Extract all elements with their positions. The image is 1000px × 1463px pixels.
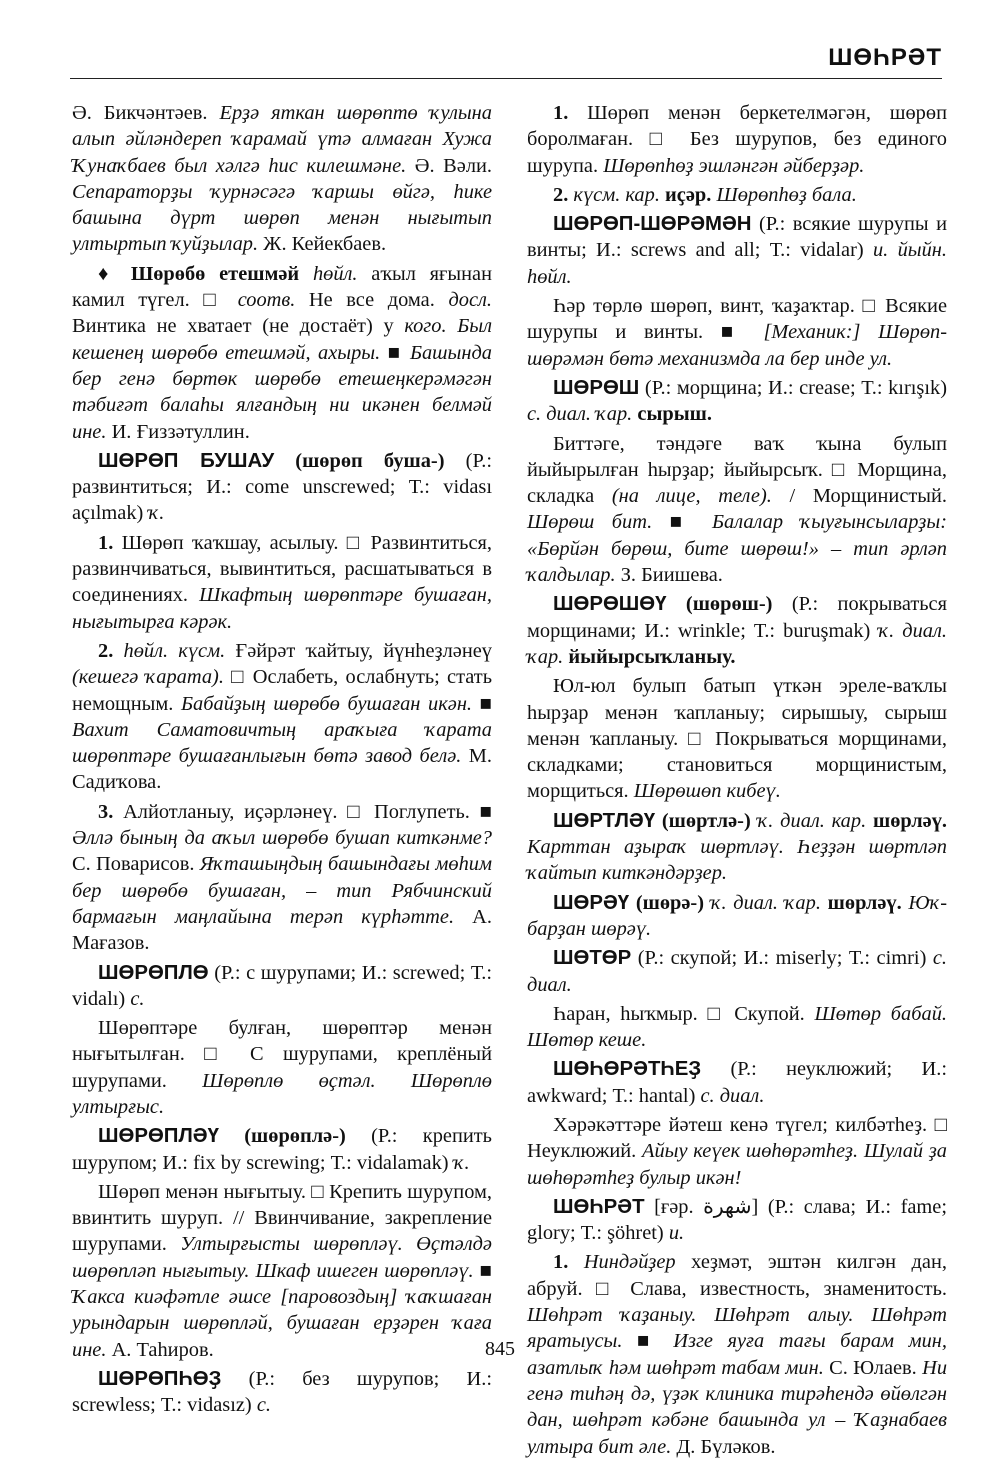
left-column (72, 100, 492, 1422)
entry-headword: ШӨРӨПЛӨ (98, 961, 209, 984)
dictionary-paragraph (527, 293, 947, 372)
page-number: 845 (485, 1338, 515, 1360)
entry-text: Был кешенең шөрөбө етешмәй, ахыры. (72, 315, 492, 364)
entry-text: 3. (98, 800, 114, 823)
entry-text: (Р.: крепить шурупом; И.: fix by screwing; Т.: vidalamak) (72, 1125, 492, 1174)
dictionary-paragraph (72, 530, 492, 635)
entry-text: Ҡакса киәфәтле әшсе [паровоздың] ҡаҡшаған урындарын шөрөпләй, бушаған ерҙәрен ҡаға ине. (72, 1286, 492, 1361)
entry-text: 2. (98, 639, 114, 662)
entry-text: иҫәр. (665, 183, 712, 206)
entry-text: (Р.: развинтиться; И.: come unscrewed; Т.: vidası açılmak) (72, 449, 492, 525)
entry-text: А. Таһиров. (106, 1338, 214, 1361)
entry-headword: ШӨРӨШ (553, 376, 640, 399)
entry-text (113, 640, 123, 662)
entry-headword: ШӨРӨШӨҮ (553, 593, 667, 616)
entry-text: шөрләү. (872, 809, 948, 832)
entry-text: (Р.: с шурупами; И.: screwed; Т.: vidalı) (72, 961, 492, 1010)
dictionary-paragraph (527, 890, 947, 943)
dictionary-paragraph (527, 182, 947, 208)
entry-text: ■ (380, 341, 410, 364)
entry-text: Ни генә тиһәң дә, үҙәк клиника тирәһендә өйөлгән дан, шөһрәт кәбәне башында ул – Ҡаҙнабаев ултыра бит әле. (527, 1356, 948, 1458)
entry-text: һөйл. күсм. (123, 639, 226, 662)
right-column (527, 100, 947, 1463)
entry-text: ■ (652, 511, 712, 534)
entry-text: С. Поварисов. (72, 853, 200, 876)
entry-text: и. (668, 1222, 685, 1245)
running-headword: ШӨҺРӘТ (828, 44, 942, 71)
entry-text (667, 593, 686, 615)
entry-text: 1. (553, 102, 569, 124)
entry-headword: ШӨҺРӘТ (553, 1195, 645, 1218)
entry-text: ҡ. (148, 502, 165, 525)
dictionary-paragraph (72, 799, 492, 957)
entry-text: 1. (98, 531, 114, 554)
entry-text: С. Юлаев. (823, 1356, 923, 1379)
entry-text (299, 263, 313, 285)
entry-text: аҡыл яғынан камил түгел. □ (72, 262, 492, 312)
entry-text: / Морщинистый. (771, 485, 947, 508)
dictionary-paragraph (527, 100, 947, 179)
entry-text: [Механик:] Шөрөп-шөрәмән бөтә механизмда ла бер инде ул. (527, 321, 947, 370)
entry-text: 2. (553, 183, 569, 206)
entry-headword: ШӨРТЛӘҮ (553, 809, 656, 832)
entry-text: Шөрөплө өҫтәл. Шөрөплө ултырғыс. (72, 1069, 492, 1118)
entry-text: йыйырсыҡланыу. (568, 645, 736, 668)
entry-text: (шөрөш-) (685, 593, 773, 616)
entry-text: Шкафтың шөрөптәре бушаған, нығытырға кәрәк. (72, 584, 492, 633)
entry-text: Ниндәйҙер (583, 1251, 676, 1274)
entry-text: Юҡ-барҙан шөрәү. (527, 891, 947, 940)
entry-text (219, 1125, 244, 1147)
entry-text: Ултырғысты шөрөпләү. Өҫтәлдә шөрөпләп нығытыу. Шкаф ишеген шөрөпләү. (72, 1233, 492, 1282)
entry-text: Шөрөпһөҙ эшләнгән әйберҙәр. (603, 154, 865, 177)
dictionary-paragraph (72, 100, 492, 258)
entry-text: һөйл. (312, 262, 358, 285)
entry-text: (Р.: без шурупов; И.: screwless; Т.: vidasız) (72, 1367, 492, 1417)
entry-text: с. (256, 1394, 271, 1417)
dictionary-paragraph (527, 1194, 947, 1247)
entry-text: кого. (404, 315, 447, 338)
entry-text (704, 892, 711, 914)
entry-text: ҡ. диал. кар. (757, 809, 867, 832)
dictionary-paragraph (72, 261, 492, 445)
entry-text: Әллә бының да аҡыл шөрөбө бушап киткәнме? (72, 827, 492, 850)
entry-text (655, 810, 662, 832)
dictionary-paragraph (72, 1123, 492, 1176)
dictionary-paragraph (72, 960, 492, 1013)
entry-text: Изге яуға тағы барам мин, азатлыҡ һәм шөһрәт табам мин. (527, 1330, 947, 1379)
entry-text: Не все дома. (295, 289, 449, 312)
entry-text: с. (130, 987, 145, 1010)
entry-headword: ШӨРӨП-ШӨРӘМӘН (553, 213, 752, 236)
entry-text: Һаран, һыҡмыр. □ Скупой. (553, 1002, 815, 1025)
entry-text: с. диал. (527, 947, 947, 996)
entry-text: Шөрөп менән нығытыу. □ Крепить шурупом, ввинтить шуруп. // Ввинчивание, закрепление шурупами. (72, 1180, 492, 1256)
entry-text: Шөһрәт ҡаҙаныу. Шөһрәт алыу. Шөһрәт яратыусы. (527, 1304, 947, 1353)
entry-text: хеҙмәт, эштән килгән дан, абруй. □ Слава, известность, знаменитость. (527, 1251, 947, 1300)
entry-text: Д. Бүләков. (671, 1435, 776, 1458)
entry-text: Һәр төрлө шөрөп, винт, ҡаҙаҡтар. □ Всякие шурупы и винты. ■ (527, 295, 947, 344)
entry-text: Шөрөп менән беркетелмәгән, шөрөп боролмаған. □ Без шурупов, без единого шурупа. (527, 102, 947, 177)
dictionary-paragraph (72, 638, 492, 796)
running-head (70, 40, 942, 79)
entry-text: Ерҙә яткан шөрөптө ҡулына алып әйләндереп ҡарамай үтә алмаған Хужа Ҡунаҡбаев был хәлгә һис килешмәне. (72, 102, 492, 177)
entry-text: [ғәр. شهرة] (Р.: слава; И.: fame; glory; Т.: şöhret) (527, 1195, 947, 1245)
entry-text: Биттәге, тәндәге ваҡ ҡына булып йыйырылған һырҙар; йыйырсыҡ. □ Морщина, складка (527, 432, 947, 508)
entry-text (751, 810, 758, 832)
entry-text: ■ (622, 1330, 674, 1353)
dictionary-paragraph (527, 1056, 947, 1109)
entry-text: М. Садиҡова. (72, 745, 493, 794)
entry-text: Бабайҙың шөрөбө бушаған икән. (181, 692, 473, 715)
entry-text: (шөрөплә-) (244, 1125, 346, 1148)
entry-text: Шөрөшөп кибеү. (633, 780, 781, 803)
entry-text: (Р.: морщина; И.: crease; Т.: kırışık) (639, 376, 947, 399)
entry-text: Ә. Бикчәнтәев. (72, 102, 220, 124)
entry-text (447, 315, 458, 337)
entry-text: Ғәйрәт ҡайтыу, йүнһеҙләнеү (225, 639, 492, 662)
entry-text: Юл-юл булып батып үткән эреле-ваҡлы һырҙар менән ҡапланыу; сирышыу, сырыш менән ҡапланыу. □ Покрываться морщинами, складками; становиться морщинистым, морщиться. (527, 675, 947, 803)
dictionary-paragraph (527, 945, 947, 998)
entry-text: Вахит Саматовичтың араҡыға ҡарата шөрөптәре бушағанлығын бөтә завод белә. (72, 718, 492, 768)
entry-text: Шөрөш бит. (527, 511, 653, 534)
entry-text: Хәрәкәттәре йәтеш кенә түгел; килбәтһеҙ. □ Неуклюжий. (527, 1113, 947, 1163)
entry-text: 1. (553, 1251, 569, 1274)
entry-text: (шөрөп буша-) (295, 449, 445, 472)
entry-text: шөрләү. (827, 891, 902, 914)
dictionary-paragraph (527, 1112, 947, 1191)
entry-headword: ШӨРӨП БУШАУ (98, 449, 275, 472)
entry-headword: ШӨТӨР (553, 947, 632, 970)
entry-headword: ШӨҺӨРӘТҺЕҘ (553, 1058, 702, 1081)
entry-text: Алйотланыу, иҫәрләнеү. □ Поглупеть. ■ (113, 800, 492, 823)
entry-text: (шөрә-) (635, 891, 704, 914)
entry-text: Башында бер генә бөртөк шөрөбө етешеңкерәмәгән тәбиғәт балаһы ялғандың ни икәнен белмәй ине. (72, 341, 492, 443)
entry-text: Балалар ҡыуғынсыларҙы: «Бөрйән бөрөш, бите шөрөш!» – тип әрләп ҡалдылар. (527, 511, 947, 587)
entry-text: З. Биишева. (615, 564, 723, 587)
entry-text: күсм. кар. (573, 183, 660, 206)
entry-text: досл. (448, 289, 492, 312)
entry-text: ■ (473, 1259, 492, 1282)
entry-text: Шөтөр бабай. Шөтөр кеше. (527, 1002, 947, 1052)
entry-text: ♦ Шөрөбө етешмәй (98, 262, 300, 285)
dictionary-paragraph (72, 448, 492, 527)
entry-text: Карттан аҙыраҡ шөртләү. Һеҙҙән шөртләп ҡайтып киткәндәрҙер. (527, 836, 947, 885)
entry-text: ҡ. (453, 1151, 470, 1174)
entry-text: и. йыйн. һөйл. (527, 239, 948, 288)
entry-text: (Р.: скупой; И.: miserly; Т.: cimri) (631, 947, 933, 970)
entry-headword: ШӨРӘҮ (553, 891, 630, 914)
entry-text: (Р.: всякие шурупы и винты; И.: screws and all; Т.: vidalar) (527, 213, 947, 262)
entry-text: ҡ. диал. ҡар. (527, 619, 947, 668)
dictionary-paragraph (527, 375, 947, 428)
entry-text: Шөрөпһөҙ бала. (716, 183, 857, 206)
entry-text: ■ (472, 692, 492, 715)
dictionary-paragraph (527, 808, 947, 887)
entry-text (568, 1251, 584, 1273)
dictionary-paragraph (72, 1179, 492, 1363)
dictionary-paragraph (527, 591, 947, 670)
entry-text: (шөртлә-) (661, 809, 751, 832)
entry-text: Ж. Кейекбаев. (258, 233, 387, 256)
entry-text: (кешегә ҡарата). (72, 666, 224, 689)
entry-text: Айыу кеүек шөһөрәтһеҙ. Шулай ҙа шөһөрәтһеҙ булыр икән! (527, 1140, 947, 1189)
dictionary-paragraph (72, 1015, 492, 1120)
entry-text: сырыш. (637, 403, 712, 426)
entry-text: Сепараторҙы ҡурнәсәгә ҡаршы өйгә, һике башына дүрт шөрөп менән нығытып ултыртып ҡуйҙылар. (72, 180, 492, 256)
entry-headword: ШӨРӨПҺӨҘ (98, 1367, 222, 1390)
entry-text: Шөрөптәре булған, шөрөптәр менән нығытылған. □ С шурупами, креплёный шурупами. (72, 1017, 492, 1092)
entry-text: (Р.: покрываться морщинами; И.: wrinkle; Т.: buruşmak) (527, 593, 947, 642)
dictionary-paragraph (527, 211, 947, 290)
entry-text (821, 892, 828, 914)
dictionary-paragraph (527, 673, 947, 804)
entry-text: □ Ослабеть, ослабнуть; стать немощным. (72, 666, 492, 715)
entry-text: с. диал. (700, 1084, 765, 1107)
entry-text: (Р.: неуклюжий; И.: awkward; Т.: hantal) (527, 1058, 947, 1107)
entry-text (629, 892, 636, 914)
entry-text: Ә. Вәли. (406, 154, 493, 177)
entry-text (866, 810, 873, 832)
entry-text: соотв. (237, 289, 296, 312)
entry-text (274, 450, 295, 472)
entry-text: с. диал. ҡар. (527, 403, 633, 426)
entry-text: И. Ғиззәтуллин. (106, 420, 250, 443)
entry-text: ҡ. диал. ҡар. (710, 891, 821, 914)
entry-text: Винтика не хватает (не достаёт) у (72, 315, 405, 338)
dictionary-paragraph (527, 1001, 947, 1054)
dictionary-paragraph (527, 431, 947, 589)
entry-text: Шөрөп ҡаҡшау, асылыу. □ Развинтиться, развинчиваться, вывинтиться, расшатываться в соединениях. (72, 531, 492, 607)
dictionary-paragraph (72, 1366, 492, 1419)
entry-text: (на лице, теле). (611, 485, 772, 508)
entry-headword: ШӨРӨПЛӘҮ (98, 1125, 219, 1148)
entry-text: А. Мағазов. (72, 905, 492, 955)
entry-text: Яҡташыңдың башындағы мөһим бер шөрөбө бушаған, – тип Рябчинский бармағын маңлайына терәп күрһәтте. (72, 853, 492, 928)
